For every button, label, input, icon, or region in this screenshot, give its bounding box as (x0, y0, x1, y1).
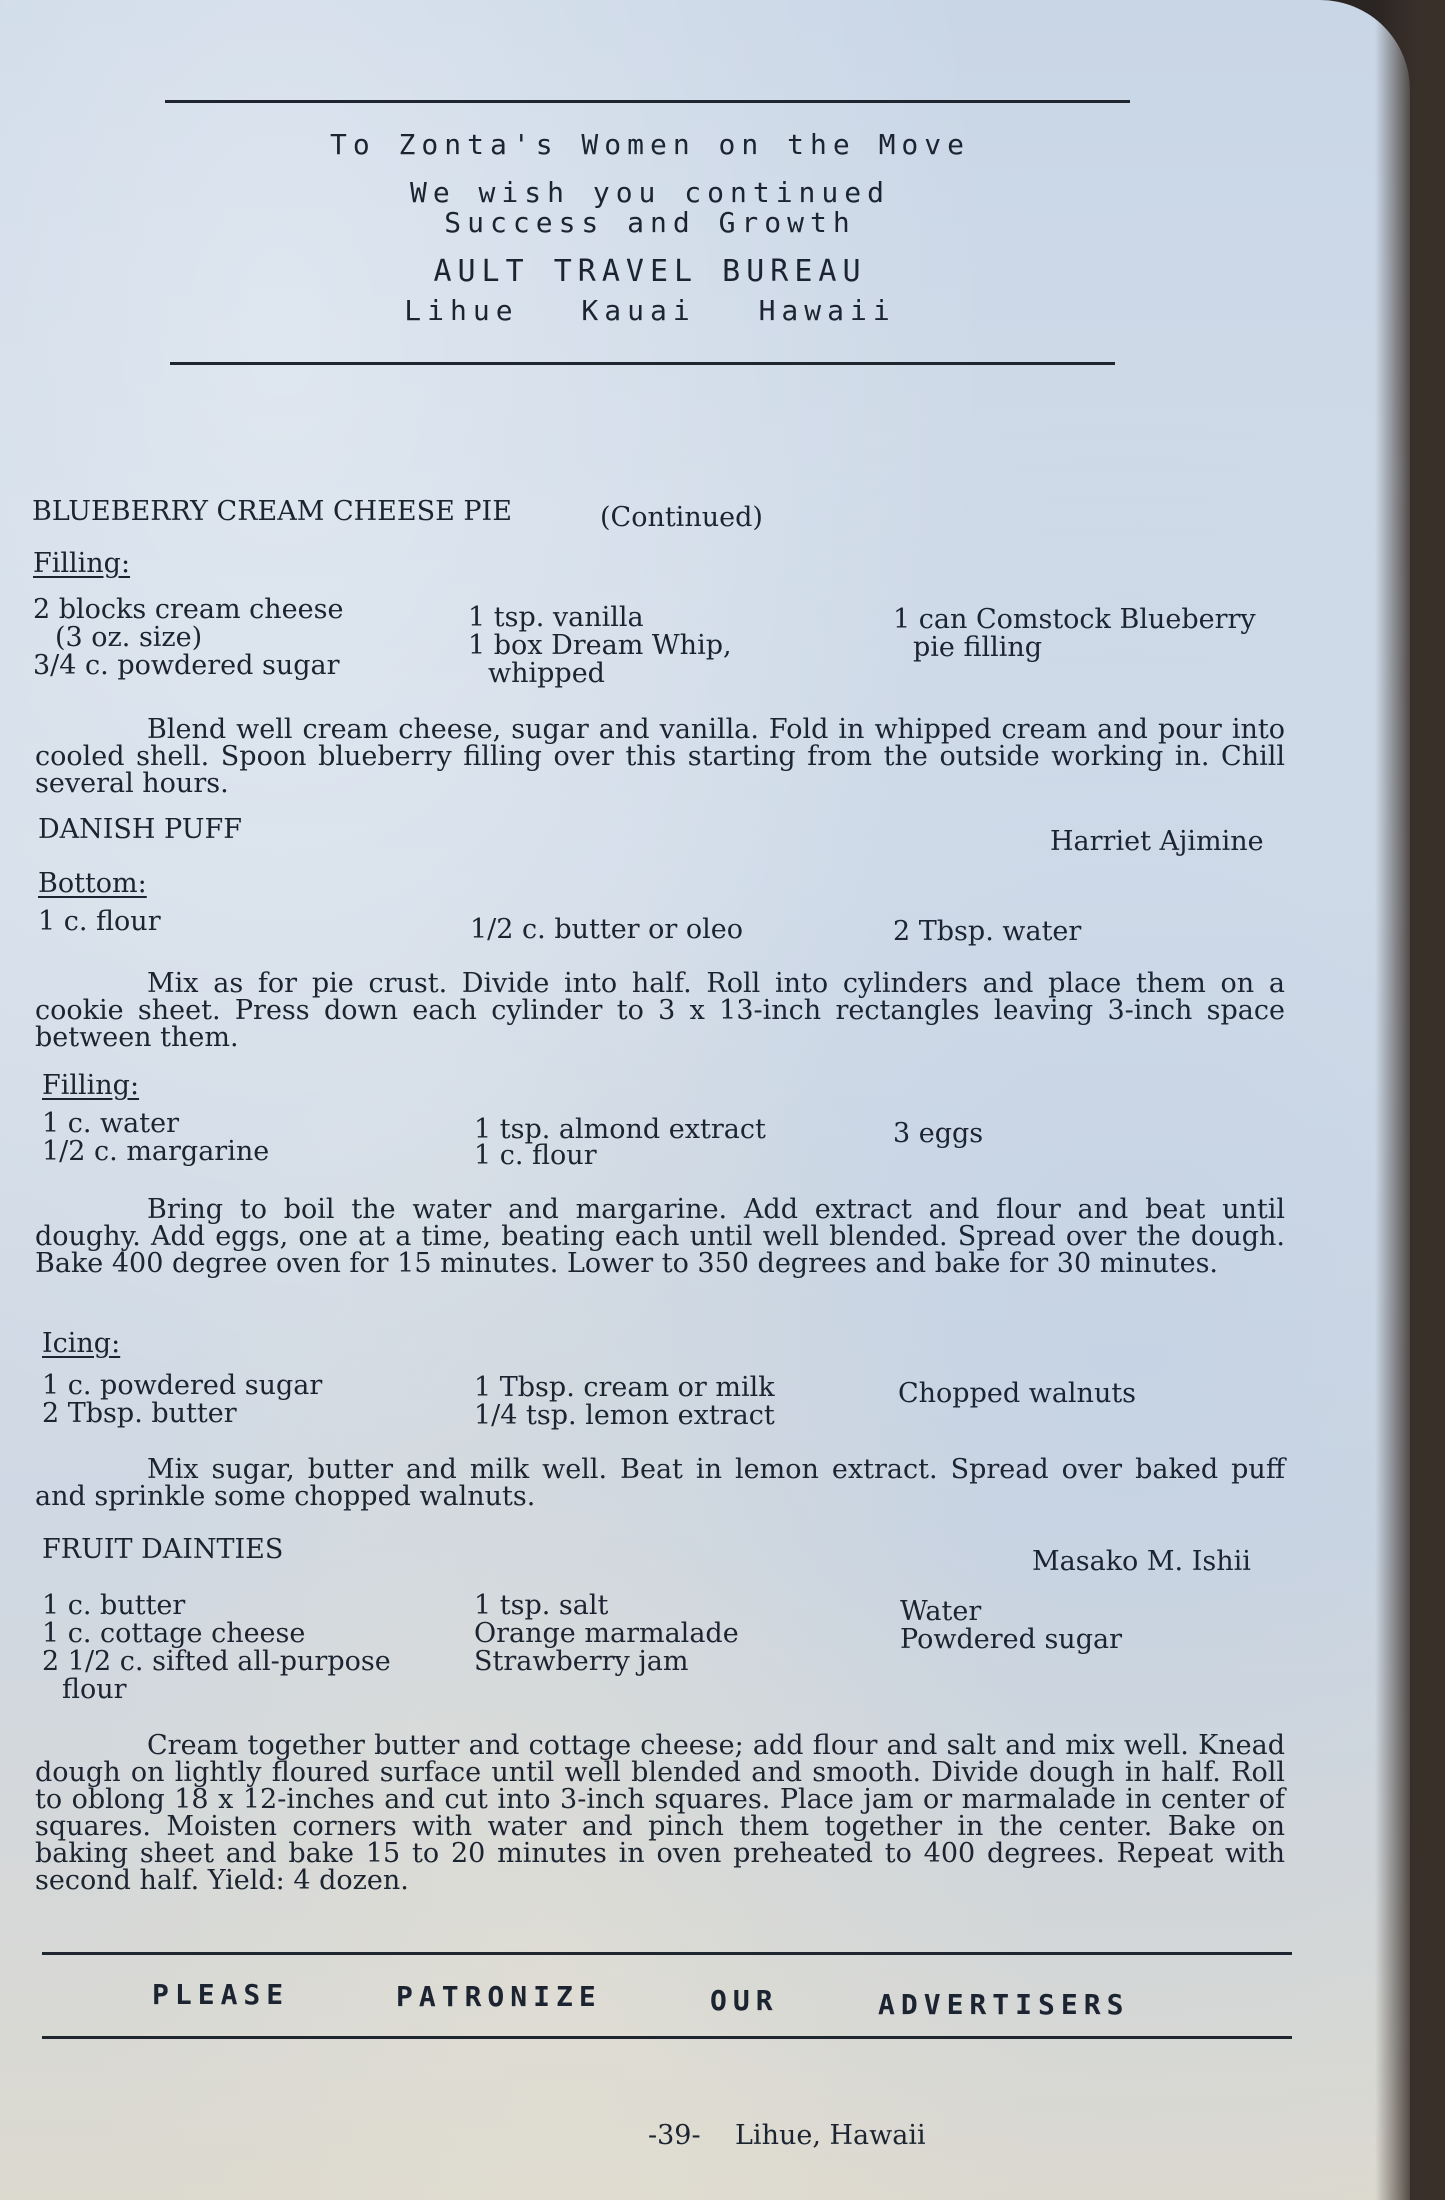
danish-ingredient: 1 tsp. almond extract (474, 1114, 766, 1145)
recipe-title-pie: BLUEBERRY CREAM CHEESE PIE (32, 496, 512, 527)
footer-word-advertisers: ADVERTISERS (878, 1988, 1130, 2021)
fruit-ingredient: Powdered sugar (900, 1624, 1122, 1655)
danish-icing-heading: Icing: (42, 1328, 121, 1359)
page-footer-place: Lihue, Hawaii (735, 2120, 926, 2151)
danish-ingredient: 1/4 tsp. lemon extract (474, 1400, 775, 1431)
pie-directions-text: Blend well cream cheese, sugar and vanilla. Fold in whipped cream and pour into cooled shell. Spoon blueberry filling over this starting from the outside working in. Chill several hours. (35, 714, 1285, 799)
ad-business-name: AULT TRAVEL BUREAU (433, 254, 867, 289)
fruit-ingredient: Orange marmalade (474, 1618, 739, 1649)
page-edge-shadow (1375, 0, 1445, 2200)
fruit-ingredient: flour (62, 1674, 127, 1705)
danish-filling-heading: Filling: (42, 1070, 140, 1101)
fruit-directions-text: Cream together butter and cottage cheese; add flour and salt and mix well. Knead dough on lightly floured surface until well blended and smooth. Divide dough in half. Roll to oblong 18 x 12-inches and cut into 3-inch squares. Place jam or marmalade in center of squares. Moisten corners with water and pinch them together in the center. Bake on baking sheet and bake 15 to 20 minutes in oven preheated to 400 degrees. Repeat with second half. Yield: 4 dozen. (35, 1730, 1285, 1896)
recipe-author-danish: Harriet Ajimine (1050, 826, 1264, 857)
header-top-rule (165, 100, 1130, 103)
fruit-ingredient: 1 c. butter (42, 1590, 186, 1621)
fruit-ingredient: Strawberry jam (474, 1646, 689, 1677)
ad-location-state: Hawaii (758, 294, 896, 327)
recipe-title-fruit: FRUIT DAINTIES (42, 1534, 284, 1565)
fruit-ingredient: 1 c. cottage cheese (42, 1618, 306, 1649)
recipe-continued-label: (Continued) (600, 502, 763, 533)
pie-ingredient: pie filling (913, 632, 1043, 663)
pie-ingredient: 1 tsp. vanilla (468, 602, 644, 633)
danish-ingredient: 1 c. water (42, 1108, 179, 1139)
pie-ingredient: 2 blocks cream cheese (33, 594, 344, 625)
pie-filling-heading: Filling: (33, 548, 131, 579)
danish-bottom-directions (35, 970, 1285, 1051)
danish-bottom-directions-text: Mix as for pie crust. Divide into half. Roll into cylinders and place them on a cookie sheet. Press down each cylinder to 3 x 13-inch rectangles leaving 3-inch space between them. (35, 968, 1285, 1053)
ad-line-3: Success and Growth (444, 206, 856, 239)
footer-word-our: OUR (710, 1984, 779, 2017)
fruit-ingredient: 1 tsp. salt (474, 1590, 609, 1621)
danish-ingredient: 2 Tbsp. water (893, 916, 1082, 947)
pie-ingredient: whipped (488, 658, 605, 689)
danish-ingredient: 3 eggs (893, 1118, 984, 1149)
danish-ingredient: Chopped walnuts (898, 1378, 1137, 1409)
danish-filling-directions (35, 1196, 1285, 1277)
ad-location (0, 294, 1300, 327)
pie-directions (35, 716, 1285, 797)
danish-ingredient: 1/2 c. margarine (42, 1136, 270, 1167)
danish-ingredient: 1 c. flour (474, 1140, 597, 1171)
fruit-directions (35, 1732, 1285, 1894)
ad-location-city: Lihue (404, 294, 519, 327)
ad-line-1: To Zonta's Women on the Move (329, 128, 970, 161)
ad-location-island: Kauai (581, 294, 696, 327)
danish-bottom-heading: Bottom: (38, 868, 147, 899)
page-number: -39- (648, 2120, 701, 2151)
pie-ingredient: 1 box Dream Whip, (468, 630, 732, 661)
footer-top-rule (42, 1952, 1292, 1955)
danish-ingredient: 1/2 c. butter or oleo (470, 914, 744, 945)
danish-ingredient: 1 Tbsp. cream or milk (474, 1372, 775, 1403)
footer-word-patronize: PATRONIZE (396, 1980, 602, 2013)
danish-filling-directions-text: Bring to boil the water and margarine. Add extract and flour and beat until doughy. Add eggs, one at a time, beating each until well blended. Spread over the dough. Bake 400 degree oven for 15 minutes. Lower to 350 degrees and bake for 30 minutes. (35, 1194, 1285, 1279)
danish-ingredient: 1 c. flour (38, 906, 161, 937)
recipe-author-fruit: Masako M. Ishii (1032, 1546, 1251, 1577)
fruit-ingredient: Water (900, 1596, 982, 1627)
pie-ingredient: 3/4 c. powdered sugar (33, 650, 340, 681)
pie-ingredient: 1 can Comstock Blueberry (893, 604, 1256, 635)
danish-ingredient: 1 c. powdered sugar (42, 1370, 323, 1401)
ad-line-2: We wish you continued (409, 176, 890, 209)
danish-icing-directions (35, 1456, 1285, 1510)
header-bottom-rule (170, 362, 1115, 365)
recipe-title-danish: DANISH PUFF (38, 814, 242, 845)
footer-bottom-rule (42, 2036, 1292, 2039)
footer-word-please: PLEASE (152, 1978, 290, 2011)
pie-ingredient: (3 oz. size) (55, 622, 203, 653)
danish-ingredient: 2 Tbsp. butter (42, 1398, 237, 1429)
danish-icing-directions-text: Mix sugar, butter and milk well. Beat in lemon extract. Spread over baked puff and sprinkle some chopped walnuts. (35, 1454, 1285, 1512)
fruit-ingredient: 2 1/2 c. sifted all-purpose (42, 1646, 391, 1677)
